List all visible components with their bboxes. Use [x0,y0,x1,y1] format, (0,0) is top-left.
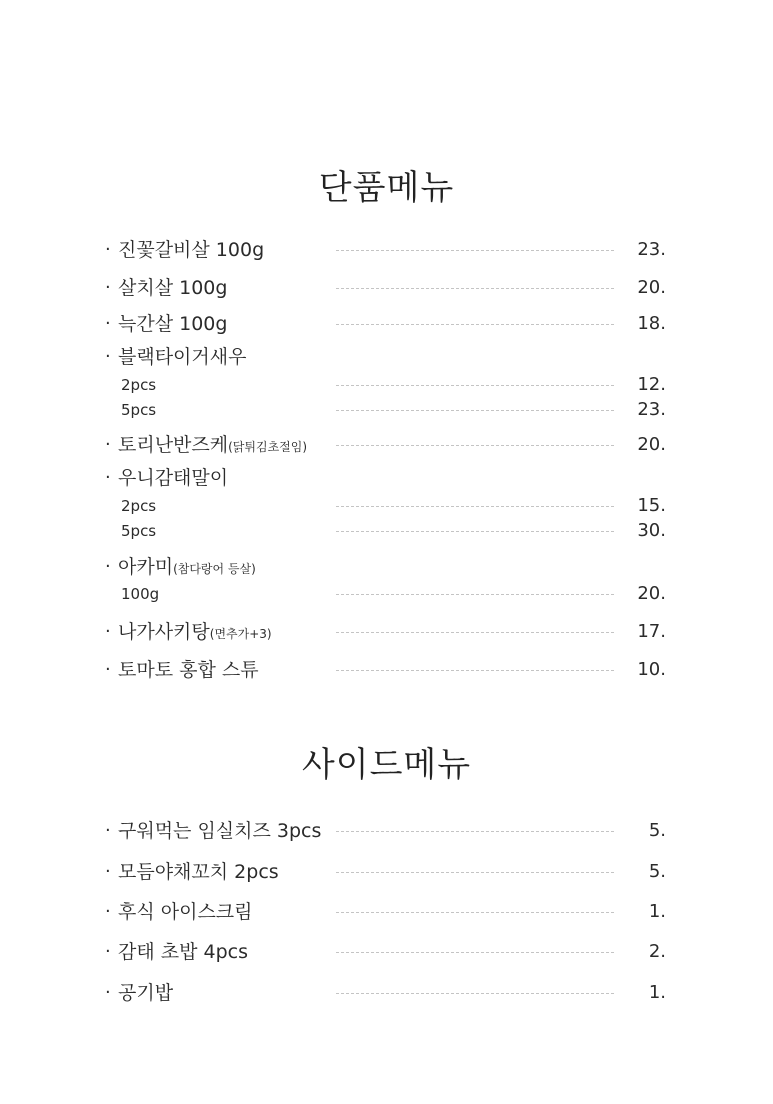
option-label: 100g [121,585,160,603]
option-price: 30. [637,520,666,541]
item-name: 감태 초밥 4pcs [118,941,248,963]
dotted-leader [336,324,614,325]
bullet: · [105,621,111,642]
option-label: 5pcs [121,522,157,540]
bullet: · [105,659,111,680]
menu-option-row [0,519,773,543]
dotted-leader [336,993,614,994]
menu-item-akami [0,555,773,579]
dotted-leader [336,531,614,532]
item-name: 진꽃갈비살 100g [118,239,265,261]
side-item-vegetable-skewer [0,860,773,884]
item-name [118,433,307,459]
item-name-text: 토리난반즈케 [118,434,229,456]
menu-item-neukgansal [0,312,773,336]
option-label: 5pcs [121,401,157,419]
dotted-leader [336,670,614,671]
item-name: 늑간살 100g [118,313,228,335]
bullet: · [105,901,111,922]
item-price: 20. [637,434,666,455]
item-name-text: 아카미 [118,556,174,578]
item-price: 18. [637,313,666,334]
item-name: 모듬야채꼬치 2pcs [118,861,279,883]
item-price: 5. [648,820,666,841]
dotted-leader [336,506,614,507]
menu-item-black-tiger-shrimp [0,345,773,369]
menu-option-row [0,398,773,422]
menu-item-uni-gamtae-mari [0,466,773,490]
menu-item-nagasaki-tang [0,620,773,644]
bullet: · [105,239,111,260]
dotted-leader [336,250,614,251]
item-price: 23. [637,239,666,260]
option-price: 12. [637,374,666,395]
option-price: 23. [637,399,666,420]
item-note: (닭튀김초절임) [228,440,308,454]
side-item-dessert-icecream [0,900,773,924]
dotted-leader [336,594,614,595]
bullet: · [105,861,111,882]
item-price: 1. [648,982,666,1003]
option-label: 2pcs [121,497,157,515]
dotted-leader [336,952,614,953]
item-price: 1. [648,901,666,922]
dotted-leader [336,872,614,873]
menu-item-salchisal [0,276,773,300]
item-name: 토마토 홍합 스튜 [118,659,259,681]
bullet: · [105,313,111,334]
option-label: 2pcs [121,376,157,394]
item-note: (참다랑어 등살) [173,562,256,576]
bullet: · [105,820,111,841]
item-name: 블랙타이거새우 [118,346,247,368]
item-note: (면추가+3) [209,627,272,641]
item-name: 후식 아이스크림 [118,901,253,923]
item-name [118,620,272,646]
bullet: · [105,941,111,962]
bullet: · [105,434,111,455]
bullet: · [105,467,111,488]
bullet: · [105,277,111,298]
menu-option-row [0,494,773,518]
dotted-leader [336,385,614,386]
item-price: 10. [637,659,666,680]
item-name: 구워먹는 임실치즈 3pcs [118,820,322,842]
dotted-leader [336,632,614,633]
side-item-rice [0,981,773,1005]
option-price: 15. [637,495,666,516]
side-menu-title: 사이드메뉴 [301,745,472,785]
bullet: · [105,556,111,577]
item-name: 살치살 100g [118,277,228,299]
dotted-leader [336,288,614,289]
menu-option-row [0,582,773,606]
item-name: 우니감태말이 [118,467,229,489]
item-name [118,555,256,581]
dotted-leader [336,912,614,913]
side-item-gamtae-sushi [0,940,773,964]
dotted-leader [336,831,614,832]
item-price: 2. [648,941,666,962]
dotted-leader [336,445,614,446]
bullet: · [105,982,111,1003]
menu-option-row [0,373,773,397]
item-price: 5. [648,861,666,882]
side-item-imsil-cheese [0,819,773,843]
menu-item-tomato-mussel-stew [0,658,773,682]
bullet: · [105,346,111,367]
option-price: 20. [637,583,666,604]
item-price: 20. [637,277,666,298]
item-name: 공기밥 [118,982,174,1004]
item-name-text: 나가사키탕 [118,621,210,643]
item-price: 17. [637,621,666,642]
menu-item-tori-nanbanzuke [0,433,773,457]
menu-item-jinkkot-galbisal [0,238,773,262]
dotted-leader [336,410,614,411]
main-menu-title: 단품메뉴 [318,168,455,208]
